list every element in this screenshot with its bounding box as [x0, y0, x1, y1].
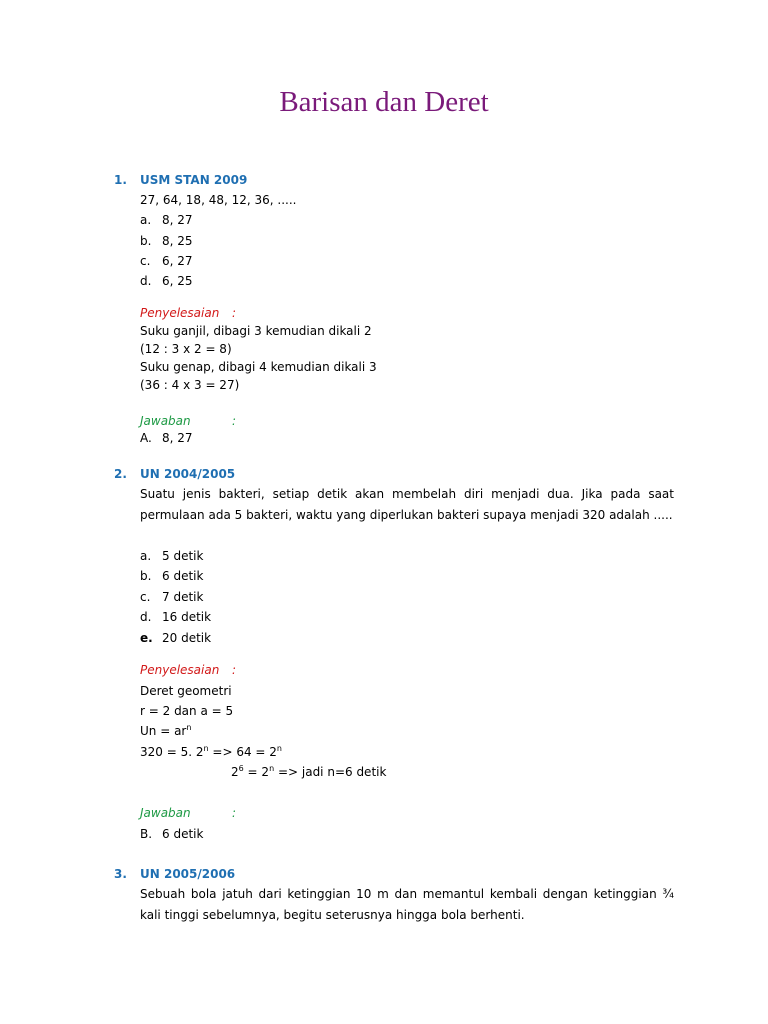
question-number: 2.	[114, 467, 127, 481]
answer	[140, 826, 203, 842]
question-text: Sebuah bola jatuh dari ketinggian 10 m dan memantul kembali dengan ketinggian ¾ kali tinggi sebelumnya, begitu seterusnya hingga bola berhenti.	[140, 887, 674, 922]
option-text: 7 detik	[162, 590, 204, 604]
question-source: USM STAN 2009	[140, 173, 248, 187]
question-text: Suatu jenis bakteri, setiap detik akan membelah diri menjadi dua. Jika pada saat permulaan ada 5 bakteri, waktu yang diperlukan bakteri supaya menjadi 320 adalah .....	[140, 487, 674, 522]
solution-line	[140, 723, 191, 739]
option-text: 8, 27	[162, 213, 193, 227]
option-letter: b.	[140, 234, 152, 248]
superscript: n	[186, 723, 192, 732]
option-text: 6, 25	[162, 274, 193, 288]
option-letter: c.	[140, 254, 151, 268]
solution-line: (36 : 4 x 3 = 27)	[140, 378, 240, 392]
option-text: 16 detik	[162, 610, 212, 624]
formula-text: = 2	[243, 765, 270, 779]
solution-line: Suku ganjil, dibagi 3 kemudian dikali 2	[140, 324, 372, 338]
answer-letter: A.	[140, 431, 152, 445]
option-letter: c.	[140, 590, 151, 604]
answer-label: Jawaban	[140, 806, 191, 820]
solution-line: Deret geometri	[140, 684, 232, 698]
option-letter: d.	[140, 610, 152, 624]
option-letter: a.	[140, 549, 152, 563]
answer-label: Jawaban	[140, 414, 191, 428]
option-d	[140, 609, 211, 625]
option-text: 20 detik	[162, 631, 212, 645]
option-letter: e.	[140, 631, 153, 645]
answer-text: 6 detik	[162, 827, 204, 841]
solution-line	[231, 764, 386, 780]
option-a	[140, 548, 203, 564]
solution-colon: :	[232, 663, 237, 677]
formula-text: => 64 = 2	[208, 745, 277, 759]
option-text: 6 detik	[162, 569, 204, 583]
option-letter: b.	[140, 569, 152, 583]
option-text: 8, 25	[162, 234, 193, 248]
solution-line	[140, 744, 282, 760]
option-letter: d.	[140, 274, 152, 288]
formula-text: Un = ar	[140, 724, 187, 738]
answer	[140, 430, 193, 446]
answer-colon: :	[232, 414, 237, 428]
option-letter: a.	[140, 213, 152, 227]
formula-text: => jadi n=6 detik	[274, 765, 387, 779]
answer-letter: B.	[140, 827, 153, 841]
solution-label: Penyelesaian	[140, 306, 220, 320]
superscript: 6	[238, 764, 244, 773]
solution-line: r = 2 dan a = 5	[140, 704, 234, 718]
question-text: 27, 64, 18, 48, 12, 36, .....	[140, 193, 297, 207]
question-number: 3.	[114, 867, 127, 881]
option-c	[140, 253, 193, 269]
option-text: 6, 27	[162, 254, 193, 268]
answer-colon: :	[232, 806, 237, 820]
option-b	[140, 233, 193, 249]
solution-line: (12 : 3 x 2 = 8)	[140, 342, 232, 356]
question-source: UN 2005/2006	[140, 867, 236, 881]
formula-text: 2	[231, 765, 239, 779]
superscript: n	[203, 744, 209, 753]
option-a	[140, 212, 193, 228]
option-text: 5 detik	[162, 549, 204, 563]
superscript: n	[269, 764, 275, 773]
superscript: n	[276, 744, 282, 753]
formula-text: 320 = 5. 2	[140, 745, 204, 759]
solution-label: Penyelesaian	[140, 663, 220, 677]
question-number: 1.	[114, 173, 127, 187]
option-d	[140, 273, 193, 289]
answer-text: 8, 27	[162, 431, 193, 445]
option-c	[140, 589, 203, 605]
option-e	[140, 630, 211, 646]
solution-line: Suku genap, dibagi 4 kemudian dikali 3	[140, 360, 377, 374]
question-source: UN 2004/2005	[140, 467, 236, 481]
page-title: Barisan dan Deret	[279, 86, 489, 118]
option-b	[140, 568, 203, 584]
solution-colon: :	[232, 306, 237, 320]
